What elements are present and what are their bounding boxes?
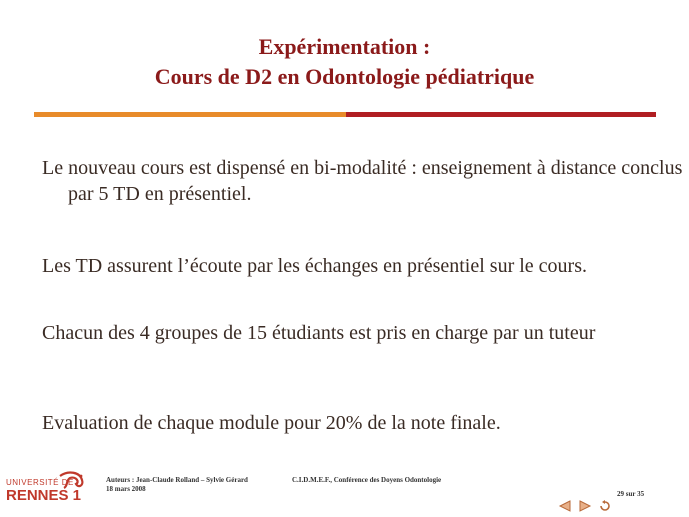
bullet-item: Le nouveau cours est dispensé en bi-modalité : enseignement à distance conclus par 5 TD en présentiel. — [42, 157, 683, 205]
logo-caption: UNIVERSITÉ DE — [6, 478, 74, 487]
next-slide-icon[interactable] — [578, 500, 592, 512]
logo-name: RENNES 1 — [6, 487, 82, 504]
footer-authors — [106, 476, 248, 494]
footer-conference: C.I.D.M.E.F., Conférence des Doyens Odontologie — [292, 476, 442, 484]
footer-date: 18 mars 2008 — [106, 485, 146, 493]
bullet-item: Evaluation de chaque module pour 20% de la note finale. — [42, 412, 501, 434]
slide-title-line1: Expérimentation : — [258, 34, 431, 59]
return-icon[interactable] — [598, 500, 612, 512]
footer-authors-names: Auteurs : Jean-Claude Rolland – Sylvie Gérard — [106, 476, 248, 484]
slide-title — [0, 32, 689, 92]
slide-title-line2: Cours de D2 en Odontologie pédiatrique — [154, 64, 535, 89]
title-rule-left — [34, 112, 346, 117]
previous-slide-icon[interactable] — [558, 500, 572, 512]
title-rule-right — [346, 112, 656, 117]
page-number: 29 sur 35 — [617, 490, 645, 498]
bullet-item: Chacun des 4 groupes de 15 étudiants est pris en charge par un tuteur — [42, 322, 596, 344]
bullet-item: Les TD assurent l’écoute par les échanges en présentiel sur le cours. — [42, 255, 587, 277]
